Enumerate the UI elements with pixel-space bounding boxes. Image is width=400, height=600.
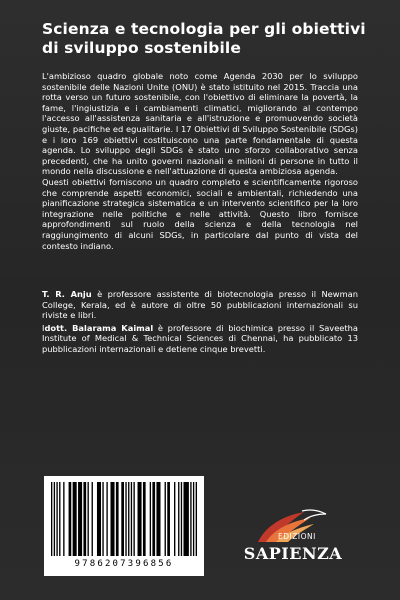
- barcode-bar: [133, 482, 134, 556]
- author-bio-text-1: è professore assistente di biotecnologia presso il Newman College, Kerala, ed è autore di oltre 50 pubblicazioni internazionali su riviste e libri.: [42, 289, 358, 321]
- author-name-2: dott. Balarama Kaimal: [44, 322, 154, 333]
- description-paragraph-1: L'ambizioso quadro globale noto come Agenda 2030 per lo sviluppo sostenibile delle Nazioni Unite (ONU) è stato istituito nel 2015. Traccia una rotta verso un futuro sostenibile, con l'obiettivo di eliminare la povertà, la fame, l'ingiustizia e i cambiamenti climatici, migliorando al contempo l'accesso all'assistenza sanitaria e all'istruzione e promuovendo società giuste, pacifiche ed egualitarie. I 17 Obiettivi di Sviluppo Sostenibile (SDGs) e i loro 169 obiettivi costituiscono una parte fondamentale di questa agenda. Lo sviluppo degli SDGs è stato uno sforzo collaborativo senza precedenti, che ha unito governi nazionali e milioni di persone in tutto il mondo nella discussione e nell'attuazione di questa ambiziosa agenda.: [42, 71, 358, 177]
- barcode-bar: [196, 482, 197, 556]
- barcode-bar: [54, 482, 55, 556]
- barcode-bar: [143, 482, 146, 556]
- barcode-bar: [131, 482, 132, 556]
- barcode-bar: [152, 482, 155, 556]
- isbn-barcode: [44, 476, 204, 576]
- barcode-bar: [78, 482, 82, 556]
- barcode-bar: [97, 482, 101, 556]
- barcode-bar: [121, 482, 124, 556]
- barcode-bar: [183, 482, 188, 556]
- barcode-bar: [193, 482, 194, 556]
- barcode-bar: [102, 482, 103, 556]
- author-bio-1: [42, 289, 358, 321]
- barcode-bar: [51, 482, 52, 556]
- barcode-bar: [63, 482, 64, 556]
- barcode-bar: [165, 482, 166, 556]
- barcode-bar: [138, 482, 142, 556]
- barcode-bar: [106, 482, 107, 556]
- barcode-bars: [50, 482, 198, 558]
- publisher-name: SAPIENZA: [243, 544, 343, 563]
- barcode-bar: [83, 482, 86, 556]
- book-description: [42, 71, 358, 251]
- barcode-bar: [69, 482, 72, 556]
- barcode-bar: [128, 482, 129, 556]
- barcode-bar: [110, 482, 114, 556]
- barcode-bar: [88, 482, 89, 556]
- barcode-bar: [73, 482, 77, 556]
- author-bio-text-2: è professore di biochimica presso il Saveetha Institute of Medical & Technical Sciences di Chennai, ha pubblicato 13 pubblicazioni internazionali e detiene cinque brevetti.: [42, 322, 359, 354]
- author-bio-2: [42, 323, 358, 355]
- author-name-1: T. R. Anju: [42, 289, 92, 299]
- barcode-bar: [92, 482, 93, 556]
- description-paragraph-2: Questi obiettivi forniscono un quadro completo e scientificamente rigoroso che comprende aspetti economici, sociali e ambientali, richiedendo una pianificazione strategica sistematica e un intervento scientifico per la loro integrazione nelle politiche e nelle attività. Questo libro fornisce approfondimenti sul ruolo della scienza e della tecnologia nel raggiungimento di alcuni SDGs, in particolare dal punto di vista del contesto indiano.: [42, 176, 358, 251]
- publisher-logo: [238, 508, 348, 576]
- barcode-bar: [125, 482, 126, 556]
- barcode-bar: [174, 482, 175, 556]
- publisher-edizioni: EDIZIONI: [278, 532, 316, 541]
- barcode-digits: 9786207396856: [74, 559, 174, 569]
- barcode-bar: [167, 482, 170, 556]
- barcode-bar: [116, 482, 119, 556]
- barcode-bar: [156, 482, 160, 556]
- author-bios: [42, 289, 358, 355]
- barcode-bar: [190, 482, 191, 556]
- barcode-bar: [59, 482, 60, 556]
- author-prefix-2: I: [42, 322, 45, 333]
- barcode-bar: [178, 482, 179, 556]
- barcode-bar: [150, 482, 151, 556]
- barcode-bar: [181, 482, 182, 556]
- book-title: Scienza e tecnologia per gli obiettivi di sviluppo sostenibile: [42, 20, 366, 57]
- barcode-bar: [56, 482, 57, 556]
